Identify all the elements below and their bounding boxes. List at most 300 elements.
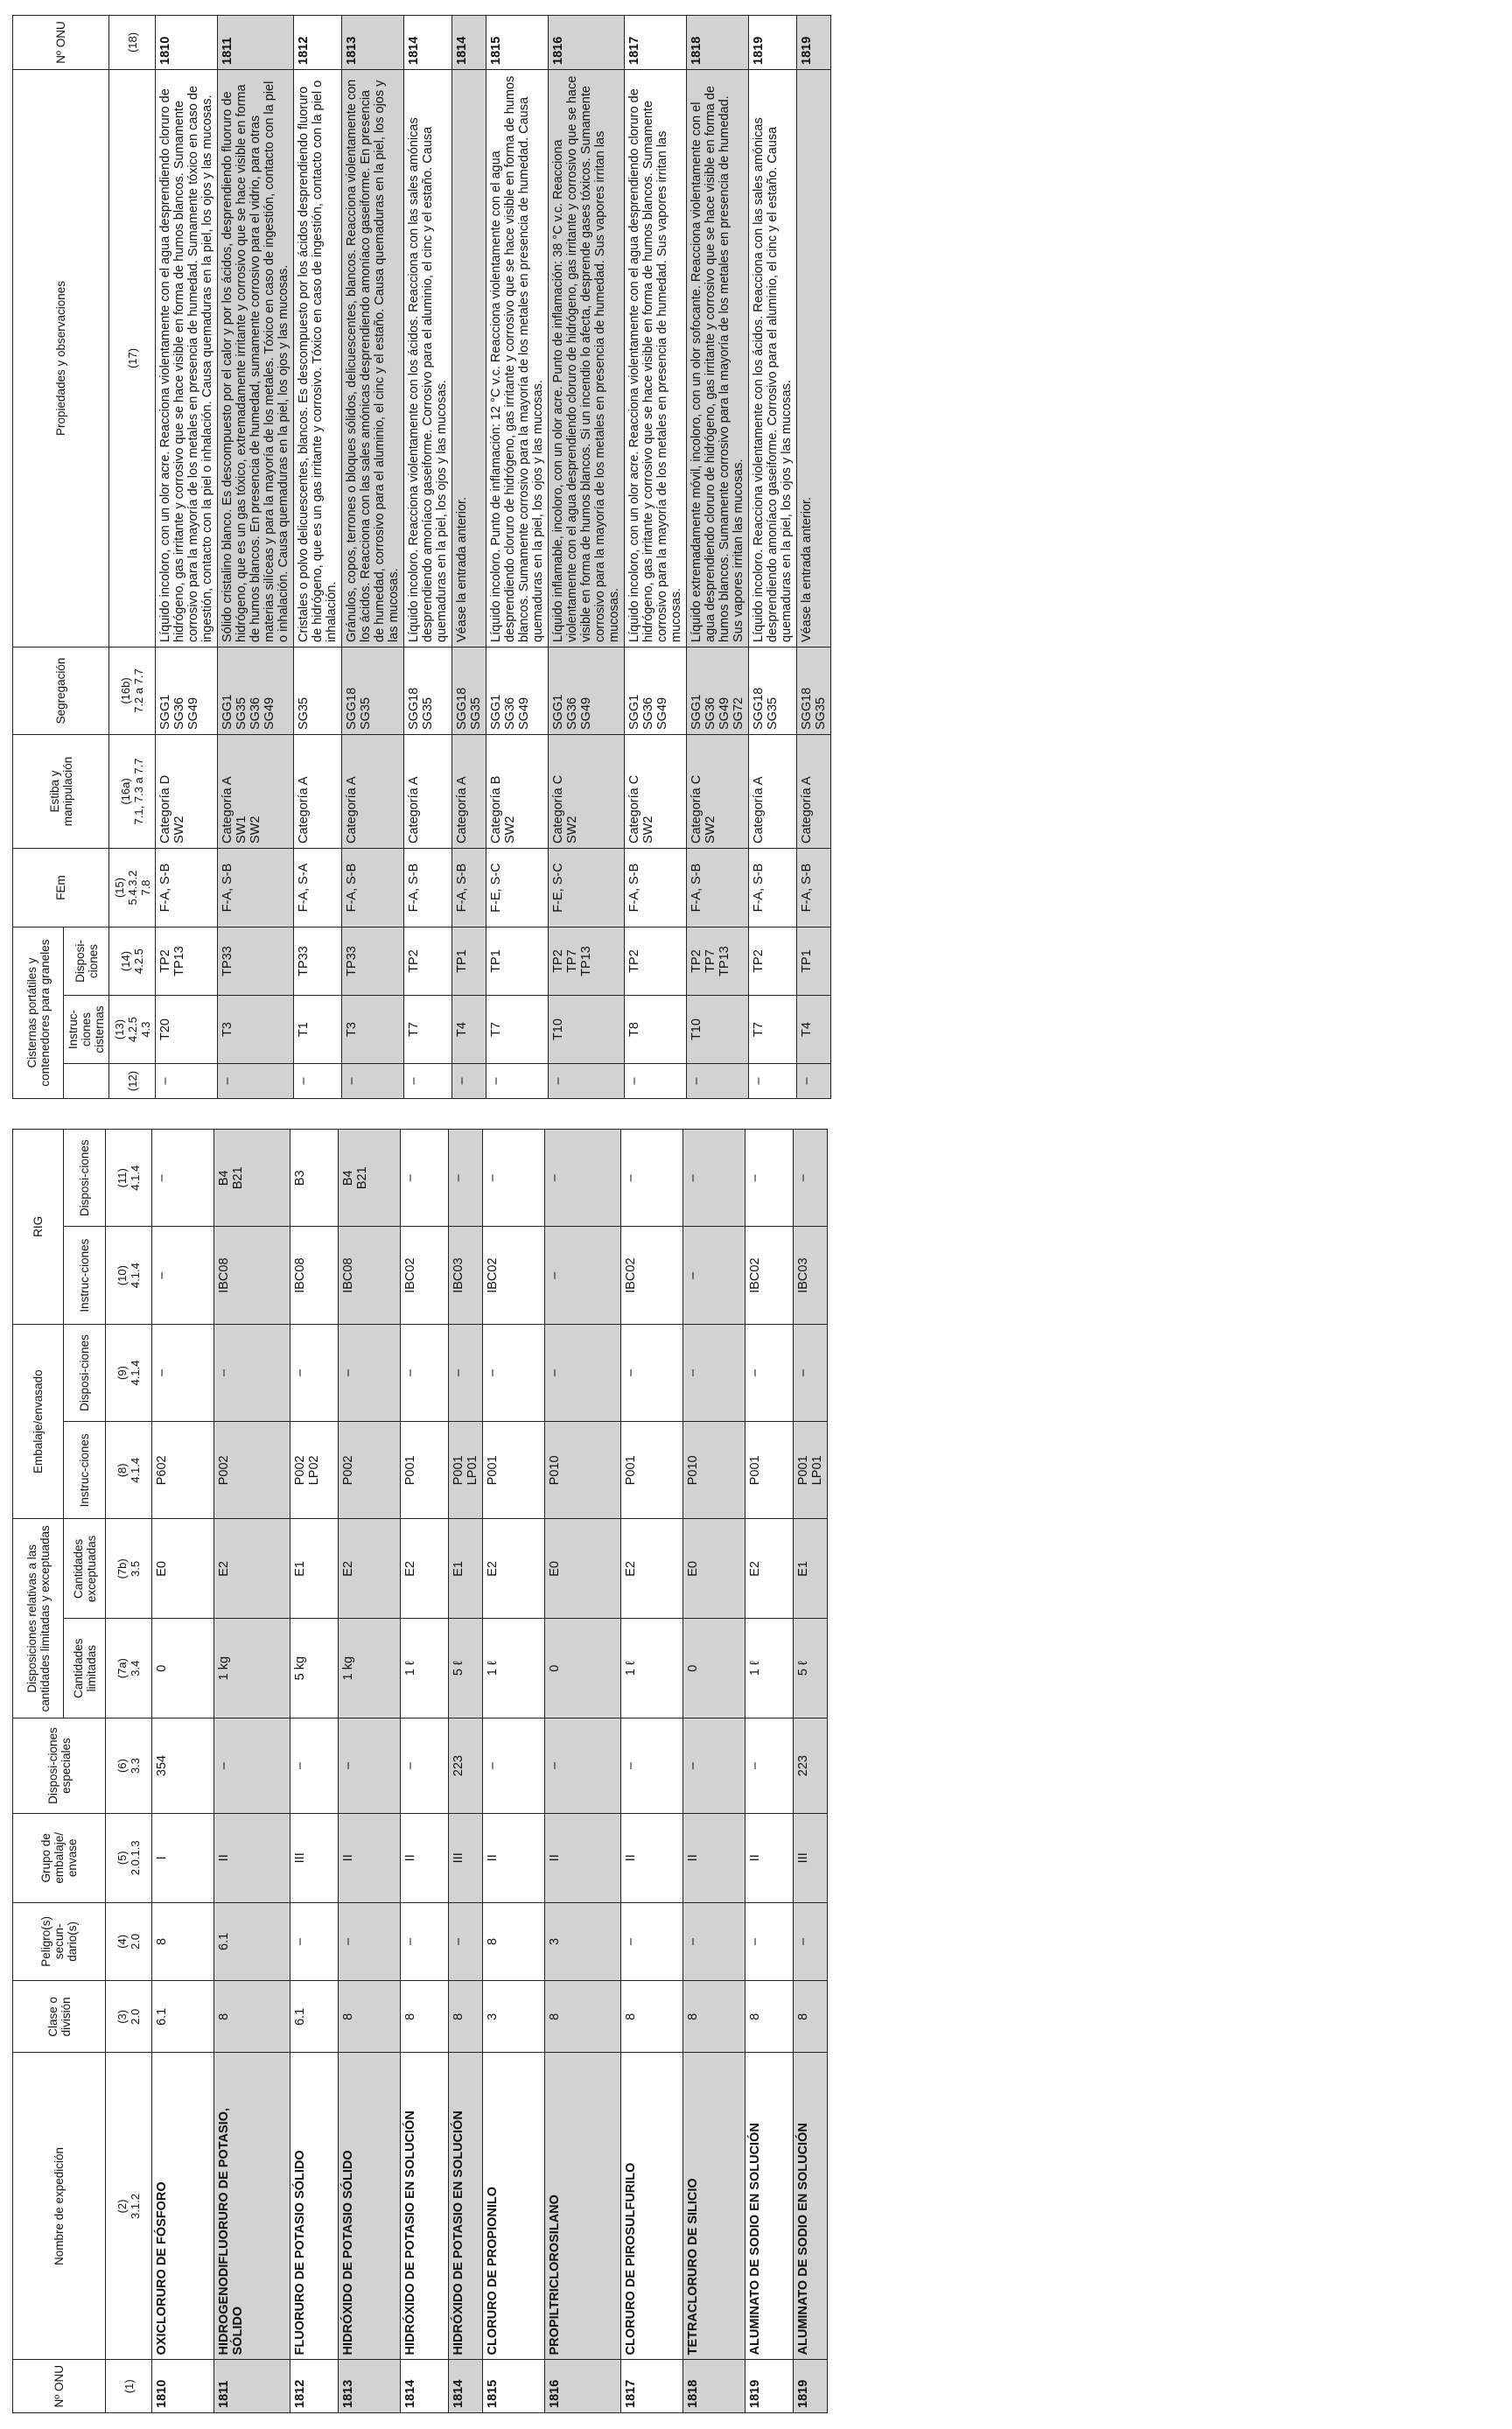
header-blank [64,1064,109,1099]
ibc-provision-cell: B4 B21 [214,1130,290,1227]
excepted-quantity-cell: E1 [449,1519,483,1619]
properties-cell: Líquido incoloro. Reacciona violentamente con los ácidos. Reacciona con las sales amónicas desprendiendo amoníaco gaseiforme. Corrosivo para el aluminio, el cinc y el estaño. Causa quemaduras en la piel, los ojos y las mucosas. [404,69,452,647]
ibc-provision-cell: – [746,1130,794,1227]
subsidiary-hazard-cell: – [401,1902,449,1981]
header-ibc-provisions: Disposi-ciones [64,1130,106,1227]
excepted-quantity-cell: E2 [401,1519,449,1619]
table-row [794,1130,828,2413]
ems-cell: F-A, S-B [342,848,404,927]
packaging-provision-cell: – [794,1324,828,1421]
stowage-cell: Categoría C SW2 [549,734,625,848]
un-number-cell-right: 1815 [486,15,549,69]
table-row [749,15,797,1098]
header-ems: FEm [13,848,109,927]
ems-cell: F-A, S-B [749,848,797,927]
packing-group-cell: II [401,1813,449,1902]
ibc-instruction-cell: – [683,1227,746,1324]
stowage-cell: Categoría D SW2 [156,734,218,848]
excepted-quantity-cell: E2 [483,1519,545,1619]
subsidiary-hazard-cell: 8 [152,1902,214,1981]
subsidiary-hazard-cell: – [794,1902,828,1981]
ibc-provision-cell: – [545,1130,621,1227]
class-cell: 8 [339,1981,401,2053]
table-row [156,15,218,1098]
un-number-cell: 1819 [746,2360,794,2413]
shipping-name-cell: HIDROGENODIFLUORURO DE POTASIO, SÓLIDO [214,2053,290,2360]
ibc-instruction-cell: IBC03 [449,1227,483,1324]
un-number-cell-right: 1817 [625,15,687,69]
tank-instruction-cell: T7 [749,996,797,1064]
column-number: (3) 2.0 [106,1981,152,2053]
properties-cell: Líquido incoloro. Reacciona violentamente con los ácidos. Reacciona con las sales amónicas desprendiendo amoníaco gaseiforme. Corrosivo para el aluminio, el cinc y el estaño. Causa quemaduras en la piel, los ojos y las mucosas. [749,69,797,647]
tank-provision-cell: TP2 [625,927,687,995]
tank-instruction-cell: T3 [342,996,404,1064]
special-provisions-cell: – [214,1718,290,1814]
tank-provision-cell: TP1 [797,927,831,995]
column-number: (4) 2.0 [106,1902,152,1981]
limited-quantity-cell: 1 kg [339,1619,401,1718]
tank-provision-cell: TP2 [404,927,452,995]
stowage-cell: Categoría A [797,734,831,848]
segregation-cell: SGG1 SG36 SG49 [486,647,549,734]
column-number: (8) 4.1.4 [106,1422,152,1519]
ibc-instruction-cell: – [152,1227,214,1324]
shipping-name-cell: HIDRÓXIDO DE POTASIO EN SOLUCIÓN [401,2053,449,2360]
subsidiary-hazard-cell: 3 [545,1902,621,1981]
header-tank-instructions: Instruc-ciones cisternas [64,996,109,1064]
shipping-name-cell: CLORURO DE PROPIONILO [483,2053,545,2360]
ibc-provision-cell: – [449,1130,483,1227]
shipping-name-cell: HIDRÓXIDO DE POTASIO EN SOLUCIÓN [449,2053,483,2360]
column-12-cell: – [749,1064,797,1099]
properties-cell: Líquido incoloro. Punto de inflamación: 12 °C v.c. Reacciona violentamente con el agua desprendiendo cloruro de hidrógeno, gas irritante y corrosivo que se hace visible en forma de humos blancos. Sumamente corrosivo para la mayoría de los metales en presencia de humedad. Causa quemaduras en la piel, los ojos y las mucosas. [486,69,549,647]
excepted-quantity-cell: E0 [152,1519,214,1619]
segregation-cell: SGG18 SG35 [749,647,797,734]
special-provisions-cell: – [483,1718,545,1814]
segregation-cell: SGG1 SG36 SG49 SG72 [687,647,749,734]
properties-cell: Líquido extremadamente móvil, incoloro, con un olor sofocante. Reacciona violentamente con el agua desprendiendo cloruro de hidrógeno, gas irritante y corrosivo que se hace visible en forma de humos blancos. Sumamente corrosivo para la mayoría de los metales en presencia de humedad. Sus vapores irritan las mucosas. [687,69,749,647]
tank-provision-cell: TP2 TP13 [156,927,218,995]
table-row [545,1130,621,2413]
special-provisions-cell: – [746,1718,794,1814]
excepted-quantity-cell: E2 [621,1519,683,1619]
ems-cell: F-A, S-B [797,848,831,927]
dangerous-goods-list-table-left [12,1129,828,2413]
packaging-instruction-cell: P001 LP01 [449,1422,483,1519]
header-special-provisions: Disposi-ciones especiales [13,1718,106,1814]
packaging-provision-cell: – [401,1324,449,1421]
shipping-name-cell: PROPILTRICLOROSILANO [545,2053,621,2360]
subsidiary-hazard-cell: – [449,1902,483,1981]
stowage-cell: Categoría C SW2 [625,734,687,848]
tank-provision-cell: TP1 [452,927,486,995]
un-number-cell: 1817 [621,2360,683,2413]
packaging-instruction-cell: P010 [545,1422,621,1519]
ems-cell: F-A, S-B [687,848,749,927]
shipping-name-cell: ALUMINATO DE SODIO EN SOLUCIÓN [746,2053,794,2360]
ibc-provision-cell: – [683,1130,746,1227]
column-12-cell: – [342,1064,404,1099]
un-number-cell: 1819 [794,2360,828,2413]
class-cell: 8 [401,1981,449,2053]
table-row [342,15,404,1098]
header-un-number: Nº ONU [13,2360,106,2413]
ibc-instruction-cell: IBC08 [290,1227,339,1324]
table-row [404,15,452,1098]
special-provisions-cell: 223 [794,1718,828,1814]
ems-cell: F-E, S-C [486,848,549,927]
class-cell: 8 [794,1981,828,2053]
properties-cell: Cristales o polvo delicuescentes, blancos. Es descompuesto por los ácidos desprendiendo fluoruro de hidrógeno, que es un gas irritante y corrosivo. Tóxico en caso de ingestión, contacto con la piel o inhalación. [294,69,342,647]
un-number-cell: 1812 [290,2360,339,2413]
column-number: (2) 3.1.2 [106,2053,152,2360]
column-number: (6) 3.3 [106,1718,152,1814]
packaging-instruction-cell: P002 [214,1422,290,1519]
table-row [549,15,625,1098]
limited-quantity-cell: 1 ℓ [483,1619,545,1718]
table-body-left [152,1130,828,2413]
stowage-cell: Categoría A [452,734,486,848]
packaging-provision-cell: – [449,1324,483,1421]
packing-group-cell: II [746,1813,794,1902]
un-number-cell-right: 1810 [156,15,218,69]
limited-quantity-cell: 5 ℓ [794,1619,828,1718]
ems-cell: F-A, S-B [156,848,218,927]
ems-cell: F-A, S-A [294,848,342,927]
ibc-instruction-cell: IBC02 [401,1227,449,1324]
class-cell: 8 [683,1981,746,2053]
column-12-cell: – [452,1064,486,1099]
packaging-provision-cell: – [545,1324,621,1421]
shipping-name-cell: HIDRÓXIDO DE POTASIO SÓLIDO [339,2053,401,2360]
ibc-provision-cell: B4 B21 [339,1130,401,1227]
column-number: (11) 4.1.4 [106,1130,152,1227]
tank-provision-cell: TP33 [342,927,404,995]
column-number: (7a) 3.4 [106,1619,152,1718]
packaging-instruction-cell: P001 [401,1422,449,1519]
table-row [486,15,549,1098]
ibc-instruction-cell: IBC02 [483,1227,545,1324]
subsidiary-hazard-cell: – [339,1902,401,1981]
un-number-cell: 1818 [683,2360,746,2413]
packaging-instruction-cell: P001 [746,1422,794,1519]
tank-instruction-cell: T20 [156,996,218,1064]
ems-cell: F-A, S-B [404,848,452,927]
column-12-cell: – [797,1064,831,1099]
class-cell: 3 [483,1981,545,2053]
packaging-instruction-cell: P602 [152,1422,214,1519]
column-number: (12) [109,1064,156,1099]
table-row [797,15,831,1098]
stowage-cell: Categoría B SW2 [486,734,549,848]
packaging-provision-cell: – [339,1324,401,1421]
special-provisions-cell: – [683,1718,746,1814]
header-packaging-provisions: Disposi-ciones [64,1324,106,1421]
excepted-quantity-cell: E2 [339,1519,401,1619]
header-shipping-name: Nombre de expedición [13,2053,106,2360]
special-provisions-cell: – [621,1718,683,1814]
packaging-provision-cell: – [290,1324,339,1421]
limited-quantity-cell: 5 kg [290,1619,339,1718]
limited-quantity-cell: 0 [152,1619,214,1718]
column-number: (1) [106,2360,152,2413]
class-cell: 8 [449,1981,483,2053]
packaging-instruction-cell: P002 LP02 [290,1422,339,1519]
tank-provision-cell: TP2 [749,927,797,995]
class-cell: 6.1 [152,1981,214,2053]
segregation-cell: SGG1 SG36 SG49 [156,647,218,734]
excepted-quantity-cell: E0 [545,1519,621,1619]
un-number-cell: 1815 [483,2360,545,2413]
packing-group-cell: I [152,1813,214,1902]
column-number: (15) 5.4.3.2 7.8 [109,848,156,927]
packaging-provision-cell: – [214,1324,290,1421]
ibc-instruction-cell: IBC08 [214,1227,290,1324]
un-number-cell-right: 1813 [342,15,404,69]
ibc-instruction-cell: – [545,1227,621,1324]
column-12-cell: – [404,1064,452,1099]
limited-quantity-cell: 1 ℓ [746,1619,794,1718]
table-row [746,1130,794,2413]
un-number-cell-right: 1814 [404,15,452,69]
segregation-cell: SGG1 SG36 SG49 [549,647,625,734]
packaging-provision-cell: – [746,1324,794,1421]
table-row [687,15,749,1098]
segregation-cell: SG35 [294,647,342,734]
special-provisions-cell: 223 [449,1718,483,1814]
stowage-cell: Categoría A [294,734,342,848]
header-stowage: Estiba y manipulación [13,734,109,848]
table-row [452,15,486,1098]
header-ibc-instructions: Instruc-ciones [64,1227,106,1324]
column-number: (7b) 3.5 [106,1519,152,1619]
header-un-number-right: Nº ONU [13,15,109,69]
segregation-cell: SGG18 SG35 [797,647,831,734]
column-number: (17) [109,69,156,647]
shipping-name-cell: FLUORURO DE POTASIO SÓLIDO [290,2053,339,2360]
packaging-instruction-cell: P002 [339,1422,401,1519]
un-number-cell: 1811 [214,2360,290,2413]
excepted-quantity-cell: E2 [746,1519,794,1619]
ems-cell: F-A, S-B [452,848,486,927]
table-row [483,1130,545,2413]
dangerous-goods-list-table-right [12,15,831,1099]
tank-provision-cell: TP1 [486,927,549,995]
segregation-cell: SGG18 SG35 [404,647,452,734]
segregation-cell: SGG18 SG35 [342,647,404,734]
packaging-provision-cell: – [152,1324,214,1421]
packaging-instruction-cell: P010 [683,1422,746,1519]
column-number: (18) [109,15,156,69]
ibc-provision-cell: – [621,1130,683,1227]
header-properties: Propiedades y observaciones [13,69,109,647]
column-12-cell: – [625,1064,687,1099]
properties-cell: Líquido inflamable, incoloro, con un olor acre. Punto de inflamación: 38 °C v.c. Reacciona violentamente con el agua desprendiendo cloruro de hidrógeno, gas irritante y corrosivo que se hace visible en forma de humos blancos. Si un incendio lo afecta, desprende gases tóxicos. Sumamente corrosivo para la mayoría de los metales en presencia de humedad. Sus vapores irritan las mucosas. [549,69,625,647]
subsidiary-hazard-cell: – [290,1902,339,1981]
column-12-cell: – [294,1064,342,1099]
packing-group-cell: II [483,1813,545,1902]
tank-instruction-cell: T3 [218,996,294,1064]
special-provisions-cell: – [401,1718,449,1814]
tank-instruction-cell: T1 [294,996,342,1064]
header-packaging-group: Embalaje/envasado [13,1324,64,1519]
column-number: (16b) 7.2 a 7.7 [109,647,156,734]
ibc-instruction-cell: IBC02 [746,1227,794,1324]
class-cell: 8 [214,1981,290,2053]
ibc-instruction-cell: IBC02 [621,1227,683,1324]
table-row [152,1130,214,2413]
stowage-cell: Categoría A [342,734,404,848]
class-cell: 6.1 [290,1981,339,2053]
table-row [218,15,294,1098]
un-number-cell: 1810 [152,2360,214,2413]
header-excepted-quantities: Cantidades exceptuadas [64,1519,106,1619]
column-number: (5) 2.0.1.3 [106,1813,152,1902]
stowage-cell: Categoría A SW1 SW2 [218,734,294,848]
limited-quantity-cell: 5 ℓ [449,1619,483,1718]
excepted-quantity-cell: E1 [794,1519,828,1619]
special-provisions-cell: – [545,1718,621,1814]
limited-quantity-cell: 0 [683,1619,746,1718]
column-number-row [106,1130,152,2413]
packaging-instruction-cell: P001 LP01 [794,1422,828,1519]
segregation-cell: SGG1 SG35 SG36 SG49 [218,647,294,734]
ems-cell: F-A, S-B [625,848,687,927]
subsidiary-hazard-cell: – [746,1902,794,1981]
properties-cell: Véase la entrada anterior. [797,69,831,647]
header-packaging-instructions: Instruc-ciones [64,1422,106,1519]
packaging-instruction-cell: P001 [621,1422,683,1519]
ibc-instruction-cell: IBC03 [794,1227,828,1324]
column-number: (13) 4.2.5 4.3 [109,996,156,1064]
packing-group-cell: III [290,1813,339,1902]
subsidiary-hazard-cell: – [683,1902,746,1981]
properties-cell: Sólido cristalino blanco. Es descompuesto por el calor y por los ácidos, desprendiendo fluoruro de hidrógeno, que es un gas tóxico, extremadamente irritante y corrosivo que se hace visible en forma de humos blancos. En presencia de humedad, sumamente corrosivo para el vidrio, para otras materias silíceas y para la mayoría de los metales. Tóxico en caso de ingestión, contacto con la piel o inhalación. Causa quemaduras en la piel, los ojos y las mucosas. [218,69,294,647]
un-number-cell-right: 1819 [797,15,831,69]
header-packing-group: Grupo de embalaje/ envase [13,1813,106,1902]
shipping-name-cell: OXICLORURO DE FÓSFORO [152,2053,214,2360]
packing-group-cell: II [339,1813,401,1902]
table-row [294,15,342,1098]
ems-cell: F-E, S-C [549,848,625,927]
properties-cell: Líquido incoloro, con un olor acre. Reacciona violentamente con el agua desprendiendo cloruro de hidrógeno, gas irritante y corrosivo que se hace visible en forma de humos blancos. Sumamente corrosivo para la mayoría de los metales en presencia de humedad. Sus vapores irritan las mucosas. [625,69,687,647]
ibc-provision-cell: – [401,1130,449,1227]
stowage-cell: Categoría C SW2 [687,734,749,848]
tank-instruction-cell: T7 [486,996,549,1064]
class-cell: 8 [545,1981,621,2053]
subsidiary-hazard-cell: – [621,1902,683,1981]
column-number: (16a) 7.1, 7.3 a 7.7 [109,734,156,848]
stowage-cell: Categoría A [749,734,797,848]
column-number: (14) 4.2.5 [109,927,156,995]
excepted-quantity-cell: E2 [214,1519,290,1619]
un-number-cell-right: 1819 [749,15,797,69]
un-number-cell-right: 1816 [549,15,625,69]
column-number: (9) 4.1.4 [106,1324,152,1421]
stowage-cell: Categoría A [404,734,452,848]
shipping-name-cell: CLORURO DE PIROSULFURILO [621,2053,683,2360]
un-number-cell-right: 1818 [687,15,749,69]
tank-instruction-cell: T7 [404,996,452,1064]
packaging-provision-cell: – [683,1324,746,1421]
table-row [449,1130,483,2413]
table-row [339,1130,401,2413]
limited-quantity-cell: 1 kg [214,1619,290,1718]
segregation-cell: SGG18 SG35 [452,647,486,734]
packing-group-cell: III [794,1813,828,1902]
column-12-cell: – [486,1064,549,1099]
ibc-provision-cell: – [794,1130,828,1227]
table-body-right [156,15,831,1098]
properties-cell: Gránulos, copos, terrones o bloques sólidos, delicuescentes, blancos. Reacciona violentamente con los ácidos. Reacciona con las sales amónicas desprendiendo amoníaco gaseiforme. En presencia de humedad, corrosivo para el aluminio, el cinc y el estaño. Causa quemaduras en la piel, los ojos y las mucosas. [342,69,404,647]
table-row [621,1130,683,2413]
packaging-provision-cell: – [621,1324,683,1421]
packing-group-cell: II [683,1813,746,1902]
class-cell: 8 [746,1981,794,2053]
excepted-quantity-cell: E1 [290,1519,339,1619]
properties-cell: Líquido incoloro, con un olor acre. Reacciona violentamente con el agua desprendiendo cloruro de hidrógeno, gas irritante y corrosivo que se hace visible en forma de humos blancos. Sumamente corrosivo para la mayoría de los metales en presencia de humedad. Sumamente tóxico en caso de ingestión, contacto con la piel o inhalación. Causa quemaduras en la piel, los ojos y las mucosas. [156,69,218,647]
column-number-row-right [109,15,156,1098]
header-limited-quantities: Cantidades limitadas [64,1619,106,1718]
column-number: (10) 4.1.4 [106,1227,152,1324]
tank-instruction-cell: T4 [797,996,831,1064]
packaging-instruction-cell: P001 [483,1422,545,1519]
ibc-provision-cell: – [152,1130,214,1227]
tank-provision-cell: TP33 [218,927,294,995]
un-number-cell: 1814 [449,2360,483,2413]
tank-instruction-cell: T10 [549,996,625,1064]
tank-instruction-cell: T8 [625,996,687,1064]
un-number-cell: 1816 [545,2360,621,2413]
tank-instruction-cell: T10 [687,996,749,1064]
tank-provision-cell: TP33 [294,927,342,995]
tank-provision-cell: TP2 TP7 TP13 [687,927,749,995]
subsidiary-hazard-cell: 6.1 [214,1902,290,1981]
header-limited-excepted-group: Disposiciones relativas a las cantidades limitadas y exceptuadas [13,1519,64,1718]
ibc-provision-cell: B3 [290,1130,339,1227]
ibc-instruction-cell: IBC08 [339,1227,401,1324]
header-segregation: Segregación [13,647,109,734]
header-tank-provisions: Disposi-ciones [64,927,109,995]
limited-quantity-cell: 0 [545,1619,621,1718]
table-row [290,1130,339,2413]
shipping-name-cell: ALUMINATO DE SODIO EN SOLUCIÓN [794,2053,828,2360]
packaging-provision-cell: – [483,1324,545,1421]
ems-cell: F-A, S-B [218,848,294,927]
packing-group-cell: II [621,1813,683,1902]
un-number-cell: 1813 [339,2360,401,2413]
packing-group-cell: III [449,1813,483,1902]
shipping-name-cell: TETRACLORURO DE SILICIO [683,2053,746,2360]
column-12-cell: – [687,1064,749,1099]
excepted-quantity-cell: E0 [683,1519,746,1619]
table-row [625,15,687,1098]
header-subsidiary-hazard: Peligro(s) secun-dario(s) [13,1902,106,1981]
limited-quantity-cell: 1 ℓ [401,1619,449,1718]
special-provisions-cell: 354 [152,1718,214,1814]
un-number-cell-right: 1812 [294,15,342,69]
un-number-cell-right: 1814 [452,15,486,69]
special-provisions-cell: – [339,1718,401,1814]
table-row [401,1130,449,2413]
ibc-provision-cell: – [483,1130,545,1227]
packing-group-cell: II [545,1813,621,1902]
column-12-cell: – [549,1064,625,1099]
header-class: Clase o división [13,1981,106,2053]
packing-group-cell: II [214,1813,290,1902]
un-number-cell: 1814 [401,2360,449,2413]
tank-provision-cell: TP2 TP7 TP13 [549,927,625,995]
